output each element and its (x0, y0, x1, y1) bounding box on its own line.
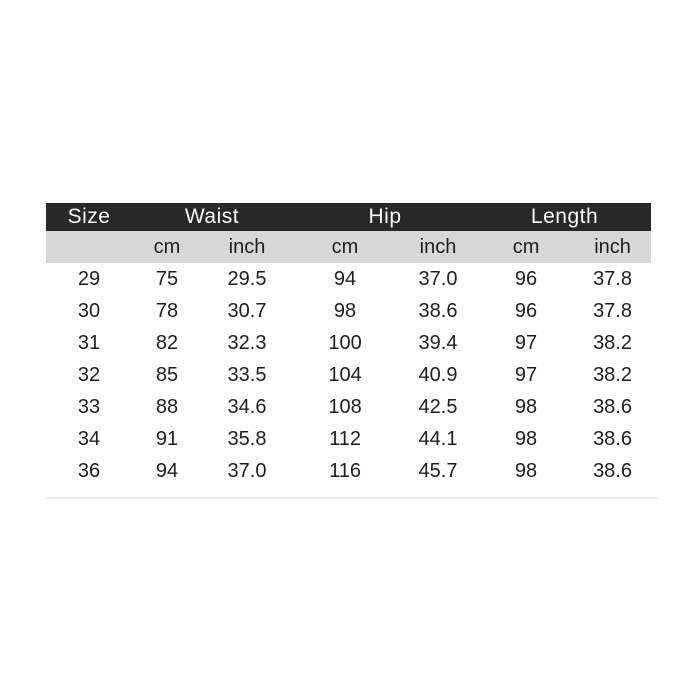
cell-size: 31 (46, 327, 132, 359)
cell-length-inch: 37.8 (574, 295, 651, 327)
table-row (46, 295, 651, 327)
cell-hip-cm: 94 (292, 263, 398, 295)
header-hip: Hip (292, 203, 478, 231)
header-length: Length (478, 203, 651, 231)
table-row (46, 391, 651, 423)
cell-size: 32 (46, 359, 132, 391)
cell-length-cm: 96 (478, 263, 574, 295)
unit-waist-cm: cm (132, 231, 202, 263)
cell-length-inch: 37.8 (574, 263, 651, 295)
cell-hip-inch: 38.6 (398, 295, 478, 327)
cell-hip-inch: 40.9 (398, 359, 478, 391)
table-bottom-divider (46, 497, 658, 499)
cell-hip-inch: 39.4 (398, 327, 478, 359)
cell-waist-inch: 30.7 (202, 295, 292, 327)
cell-size: 36 (46, 455, 132, 487)
cell-waist-cm: 88 (132, 391, 202, 423)
header-size: Size (46, 203, 132, 231)
cell-length-inch: 38.2 (574, 359, 651, 391)
cell-waist-cm: 82 (132, 327, 202, 359)
cell-hip-cm: 108 (292, 391, 398, 423)
cell-length-inch: 38.6 (574, 423, 651, 455)
cell-hip-cm: 104 (292, 359, 398, 391)
cell-length-inch: 38.6 (574, 391, 651, 423)
cell-hip-inch: 37.0 (398, 263, 478, 295)
cell-waist-cm: 94 (132, 455, 202, 487)
cell-size: 29 (46, 263, 132, 295)
size-chart-table (46, 203, 651, 487)
cell-hip-inch: 45.7 (398, 455, 478, 487)
cell-waist-inch: 34.6 (202, 391, 292, 423)
cell-hip-cm: 98 (292, 295, 398, 327)
header-waist: Waist (132, 203, 292, 231)
unit-length-cm: cm (478, 231, 574, 263)
cell-waist-inch: 33.5 (202, 359, 292, 391)
cell-length-inch: 38.6 (574, 455, 651, 487)
cell-length-cm: 98 (478, 423, 574, 455)
header-row (46, 203, 651, 231)
unit-blank (46, 231, 132, 263)
table-row (46, 359, 651, 391)
cell-waist-cm: 85 (132, 359, 202, 391)
cell-length-cm: 97 (478, 327, 574, 359)
cell-length-inch: 38.2 (574, 327, 651, 359)
unit-hip-inch: inch (398, 231, 478, 263)
unit-header-row (46, 231, 651, 263)
unit-hip-cm: cm (292, 231, 398, 263)
cell-waist-cm: 91 (132, 423, 202, 455)
table-row (46, 263, 651, 295)
cell-hip-inch: 42.5 (398, 391, 478, 423)
table-row (46, 455, 651, 487)
cell-size: 33 (46, 391, 132, 423)
cell-hip-cm: 112 (292, 423, 398, 455)
cell-size: 30 (46, 295, 132, 327)
table-row (46, 327, 651, 359)
cell-length-cm: 96 (478, 295, 574, 327)
cell-waist-cm: 75 (132, 263, 202, 295)
cell-waist-inch: 37.0 (202, 455, 292, 487)
cell-hip-cm: 116 (292, 455, 398, 487)
cell-waist-inch: 32.3 (202, 327, 292, 359)
cell-length-cm: 98 (478, 455, 574, 487)
cell-hip-cm: 100 (292, 327, 398, 359)
cell-length-cm: 98 (478, 391, 574, 423)
unit-waist-inch: inch (202, 231, 292, 263)
table-row (46, 423, 651, 455)
cell-waist-inch: 29.5 (202, 263, 292, 295)
unit-length-inch: inch (574, 231, 651, 263)
cell-size: 34 (46, 423, 132, 455)
cell-waist-inch: 35.8 (202, 423, 292, 455)
cell-length-cm: 97 (478, 359, 574, 391)
cell-waist-cm: 78 (132, 295, 202, 327)
cell-hip-inch: 44.1 (398, 423, 478, 455)
